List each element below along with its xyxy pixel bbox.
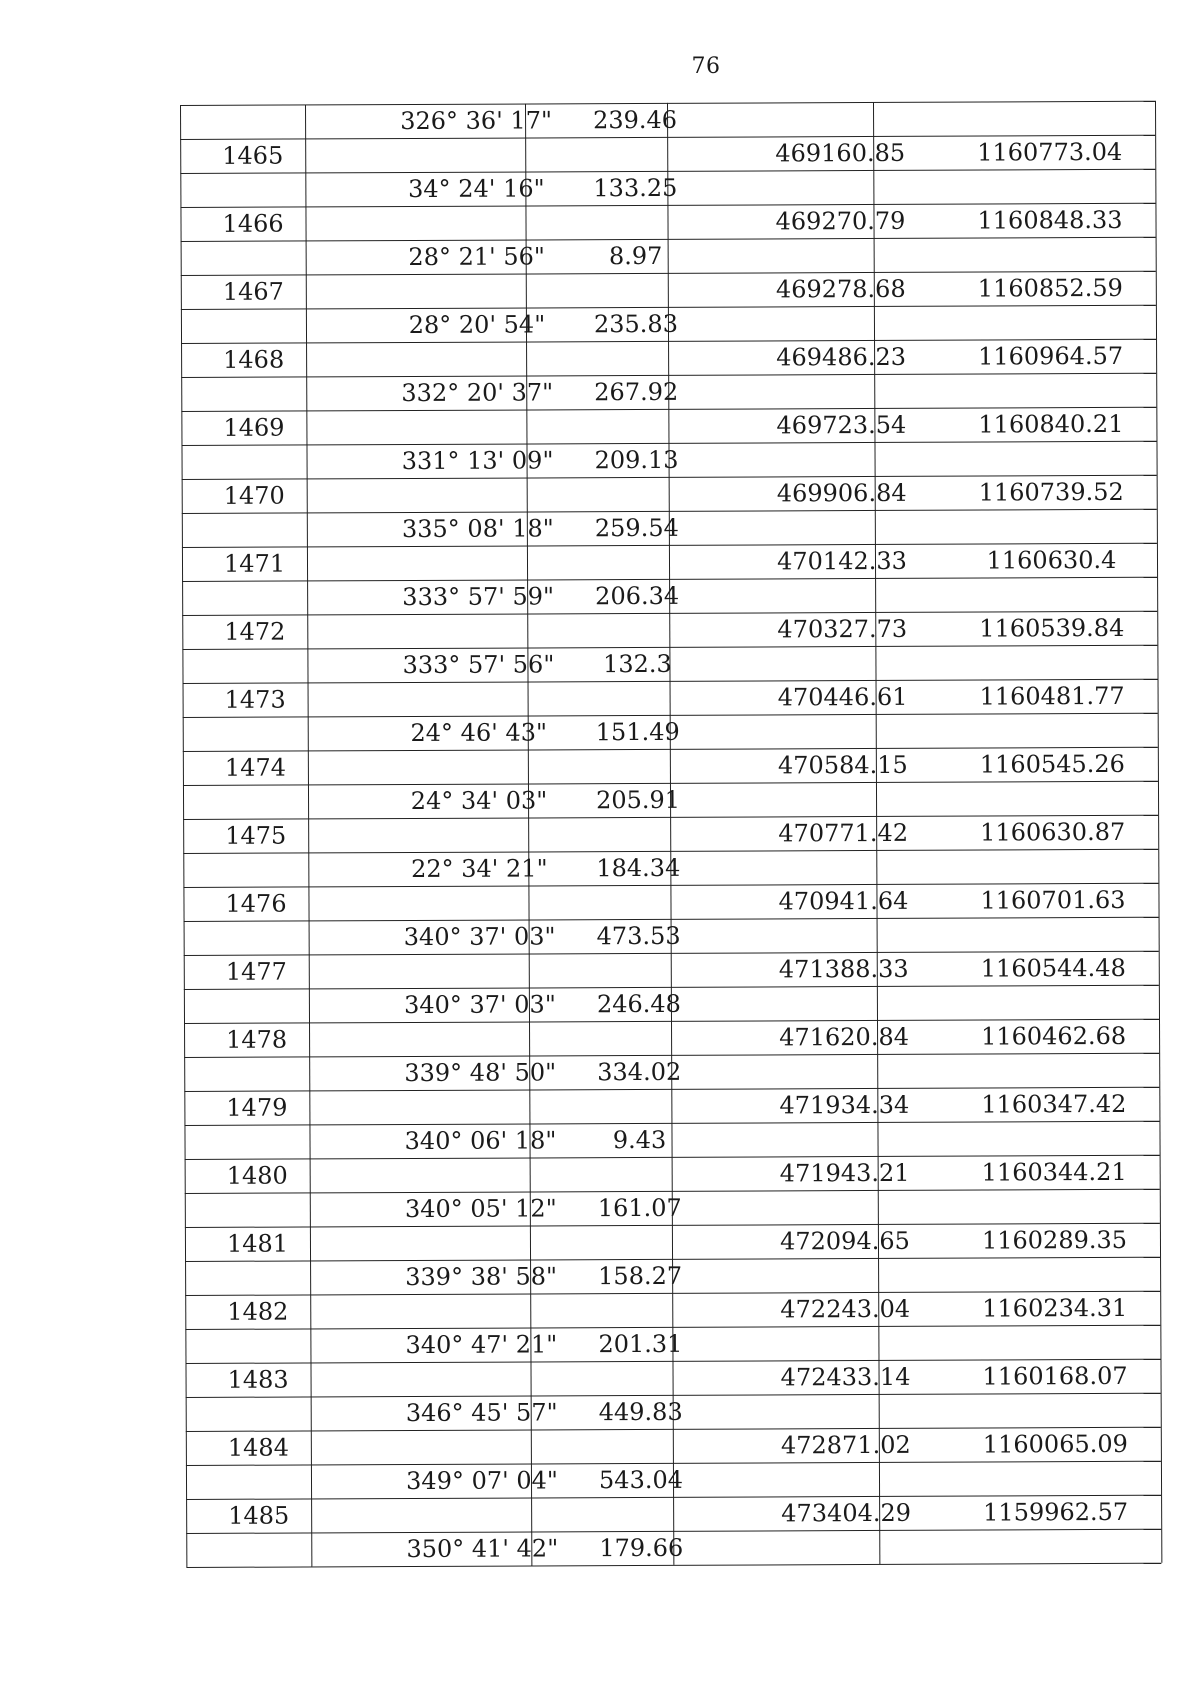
- distance-cell: 179.66: [599, 1533, 684, 1563]
- point-id-cell: 1472: [224, 617, 286, 646]
- point-id-cell: 1483: [227, 1365, 289, 1394]
- table-row: [182, 611, 1157, 649]
- bearing-cell: 28° 20' 54": [408, 310, 546, 340]
- northing-cell: 1160630.4: [986, 545, 1117, 575]
- bearing-cell: 339° 38' 58": [405, 1262, 558, 1292]
- distance-cell: 259.54: [594, 513, 679, 543]
- bearing-cell: 333° 57' 59": [402, 582, 555, 612]
- table-row: [186, 1427, 1161, 1465]
- northing-cell: 1160848.33: [977, 205, 1123, 235]
- table-row: [180, 101, 1155, 139]
- bearing-cell: 339° 48' 50": [404, 1058, 557, 1088]
- northing-cell: 1160462.68: [980, 1021, 1127, 1051]
- point-id-cell: 1465: [222, 141, 284, 170]
- northing-cell: 1160701.63: [980, 885, 1126, 915]
- distance-cell: 209.13: [594, 445, 679, 475]
- northing-cell: 1160773.04: [977, 137, 1123, 167]
- easting-cell: 471943.21: [779, 1158, 910, 1188]
- survey-table: [180, 101, 1161, 1568]
- table-row: [181, 305, 1156, 343]
- easting-cell: 472094.65: [779, 1226, 910, 1256]
- table-row: [185, 1291, 1160, 1329]
- point-id-cell: 1478: [226, 1025, 288, 1054]
- bearing-cell: 349° 07' 04": [406, 1466, 558, 1496]
- page-number: 76: [691, 54, 721, 79]
- bearing-cell: 332° 20' 37": [401, 378, 554, 408]
- northing-cell: 1160481.77: [979, 681, 1125, 711]
- table-row: [180, 203, 1155, 241]
- distance-cell: 151.49: [595, 717, 680, 747]
- easting-cell: 472871.02: [780, 1430, 911, 1460]
- easting-cell: 469906.84: [776, 478, 907, 508]
- bearing-cell: 340° 05' 12": [404, 1194, 557, 1224]
- table-row: [182, 645, 1157, 683]
- northing-cell: 1160344.21: [981, 1157, 1127, 1187]
- table-row: [184, 1121, 1159, 1159]
- table-row: [181, 271, 1156, 309]
- bearing-cell: 340° 47' 21": [405, 1330, 558, 1360]
- point-id-cell: 1466: [222, 209, 284, 238]
- northing-cell: 1160065.09: [982, 1429, 1128, 1459]
- point-id-cell: 1481: [226, 1229, 289, 1258]
- point-id-cell: 1471: [223, 549, 286, 578]
- table-row: [182, 577, 1157, 615]
- bearing-cell: 28° 21' 56": [408, 242, 545, 272]
- northing-cell: 1160630.87: [980, 817, 1126, 847]
- table-row: [183, 679, 1158, 717]
- easting-cell: 472243.04: [780, 1294, 911, 1324]
- point-id-cell: 1480: [226, 1161, 288, 1190]
- table-row: [185, 1189, 1160, 1227]
- distance-cell: 9.43: [612, 1125, 667, 1155]
- table-row: [186, 1529, 1161, 1567]
- distance-cell: 267.92: [594, 377, 679, 407]
- point-id-cell: 1470: [223, 481, 285, 510]
- northing-cell: 1160852.59: [977, 273, 1123, 303]
- table-row: [184, 1087, 1159, 1125]
- distance-cell: 449.83: [598, 1397, 683, 1427]
- bearing-cell: 24° 46' 43": [410, 718, 548, 748]
- point-id-cell: 1474: [224, 753, 287, 782]
- northing-cell: 1159962.57: [983, 1497, 1129, 1527]
- point-id-cell: 1476: [225, 889, 287, 918]
- easting-cell: 469160.85: [775, 138, 906, 168]
- northing-cell: 1160840.21: [978, 409, 1124, 439]
- point-id-cell: 1469: [223, 413, 285, 442]
- table-row: [180, 169, 1155, 207]
- table-row: [185, 1325, 1160, 1363]
- distance-cell: 543.04: [598, 1465, 684, 1495]
- easting-cell: 471388.33: [778, 954, 909, 984]
- table-row: [184, 951, 1159, 989]
- northing-cell: 1160544.48: [980, 953, 1126, 983]
- easting-cell: 470327.73: [777, 614, 908, 644]
- easting-cell: 469270.79: [775, 206, 906, 236]
- northing-cell: 1160539.84: [979, 613, 1125, 643]
- northing-cell: 1160964.57: [978, 341, 1124, 371]
- table-row: [184, 985, 1159, 1023]
- bearing-cell: 333° 57' 56": [402, 650, 555, 680]
- point-id-cell: 1479: [226, 1093, 288, 1122]
- bearing-cell: 350° 41' 42": [406, 1534, 559, 1564]
- table-row: [185, 1257, 1160, 1295]
- easting-cell: 470584.15: [777, 750, 908, 780]
- bearing-cell: 340° 37' 03": [403, 990, 556, 1020]
- northing-cell: 1160289.35: [981, 1225, 1128, 1255]
- northing-cell: 1160234.31: [982, 1293, 1128, 1323]
- distance-cell: 473.53: [596, 921, 681, 951]
- bearing-cell: 24° 34' 03": [410, 786, 548, 815]
- distance-cell: 184.34: [596, 853, 681, 883]
- table-row: [183, 713, 1158, 751]
- table-row: [183, 815, 1158, 853]
- table-row: [182, 543, 1157, 581]
- distance-cell: 201.31: [598, 1329, 683, 1359]
- table-row: [184, 1053, 1159, 1091]
- easting-cell: 472433.14: [780, 1362, 911, 1392]
- bearing-cell: 34° 24' 16": [408, 174, 545, 204]
- point-id-cell: 1468: [223, 345, 285, 374]
- bearing-cell: 340° 37' 03": [403, 922, 556, 952]
- table-row: [186, 1461, 1161, 1499]
- table-row: [184, 917, 1159, 955]
- bearing-cell: 22° 34' 21": [411, 854, 548, 883]
- table-row: [183, 849, 1158, 887]
- easting-cell: 469278.68: [775, 274, 906, 304]
- bearing-cell: 326° 36' 17": [400, 106, 553, 136]
- distance-cell: 239.46: [593, 105, 678, 135]
- table-row: [185, 1155, 1160, 1193]
- table-row: [183, 781, 1158, 819]
- table-row: [181, 237, 1156, 275]
- point-id-cell: 1484: [227, 1433, 289, 1462]
- distance-cell: 132.3: [603, 649, 672, 679]
- bearing-cell: 340° 06' 18": [404, 1126, 557, 1156]
- table-row: [185, 1359, 1160, 1397]
- point-id-cell: 1477: [225, 957, 287, 986]
- bearing-cell: 335° 08' 18": [401, 514, 554, 544]
- distance-cell: 246.48: [596, 989, 681, 1019]
- distance-cell: 161.07: [597, 1193, 682, 1223]
- table-row: [183, 883, 1158, 921]
- northing-cell: 1160168.07: [982, 1361, 1128, 1391]
- point-id-cell: 1473: [224, 685, 286, 714]
- table-row: [182, 475, 1157, 513]
- easting-cell: 473404.29: [781, 1498, 912, 1528]
- distance-cell: 235.83: [593, 309, 679, 339]
- easting-cell: 470446.61: [777, 682, 908, 712]
- easting-cell: 470941.64: [778, 886, 909, 916]
- table-row: [181, 373, 1156, 411]
- table-row: [181, 339, 1156, 377]
- table-row: [180, 135, 1155, 173]
- table-row: [181, 407, 1156, 445]
- distance-cell: 8.97: [608, 241, 663, 271]
- distance-cell: 206.34: [595, 581, 680, 611]
- easting-cell: 471620.84: [779, 1022, 910, 1052]
- table-rows: [180, 101, 1161, 1568]
- northing-cell: 1160545.26: [979, 749, 1125, 779]
- table-row: [186, 1495, 1161, 1533]
- northing-cell: 1160347.42: [981, 1089, 1127, 1119]
- table-row: [184, 1019, 1159, 1057]
- distance-cell: 133.25: [593, 173, 678, 203]
- distance-cell: 205.91: [595, 785, 681, 815]
- table-row: [185, 1223, 1160, 1261]
- bearing-cell: 331° 13' 09": [401, 446, 554, 476]
- point-id-cell: 1485: [228, 1501, 290, 1530]
- table-row: [183, 747, 1158, 785]
- distance-cell: 334.02: [597, 1057, 682, 1087]
- table-row: [186, 1393, 1161, 1431]
- easting-cell: 471934.34: [779, 1090, 910, 1120]
- northing-cell: 1160739.52: [978, 477, 1124, 507]
- point-id-cell: 1467: [222, 277, 284, 306]
- table-row: [181, 441, 1156, 479]
- point-id-cell: 1475: [225, 821, 287, 850]
- table-row: [182, 509, 1157, 547]
- point-id-cell: 1482: [227, 1297, 289, 1326]
- easting-cell: 469486.23: [776, 342, 907, 372]
- easting-cell: 469723.54: [776, 410, 907, 440]
- easting-cell: 470771.42: [778, 818, 909, 848]
- easting-cell: 470142.33: [777, 546, 907, 576]
- distance-cell: 158.27: [598, 1261, 683, 1291]
- bearing-cell: 346° 45' 57": [405, 1398, 558, 1428]
